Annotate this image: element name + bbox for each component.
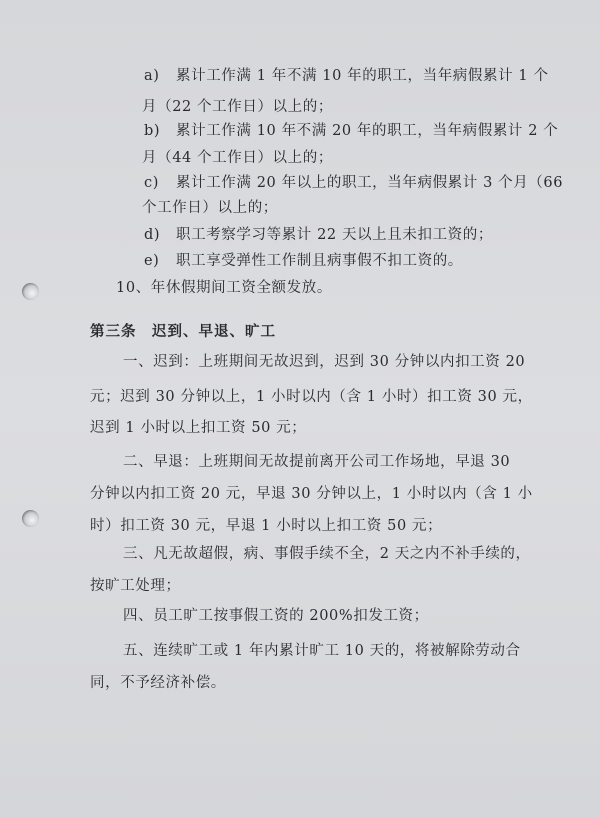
para-1-line-3: 迟到 1 小时以上扣工资 50 元； [90, 420, 307, 436]
item-c-marker: c) [144, 175, 159, 191]
para-3-line-1: 三、凡无故超假，病、事假手续不全，2 天之内不补手续的， [123, 546, 531, 562]
para-2-line-1: 二、早退：上班期间无故提前离开公司工作场地，早退 30 [123, 454, 511, 470]
punch-hole-bottom [22, 510, 39, 527]
item-d-text: 职工考察学习等累计 22 天以上且未扣工资的； [176, 227, 493, 243]
item-a-marker: a) [144, 68, 160, 84]
item-d-marker: d) [144, 227, 161, 243]
para-2-line-3: 时）扣工资 30 元，早退 1 小时以上扣工资 50 元； [90, 518, 443, 534]
item-10-text: 10、年休假期间工资全额发放。 [116, 280, 332, 296]
para-2-line-2: 分钟以内扣工资 20 元，早退 30 分钟以上，1 小时以内（含 1 小 [90, 486, 533, 502]
para-5-line-2: 同，不予经济补偿。 [90, 675, 226, 691]
item-c-text: 累计工作满 20 年以上的职工，当年病假累计 3 个月（66 [176, 175, 564, 191]
item-a-text: 累计工作满 1 年不满 10 年的职工，当年病假累计 1 个 [176, 68, 549, 84]
item-b-text: 累计工作满 10 年不满 20 年的职工，当年病假累计 2 个 [176, 123, 559, 139]
item-e-marker: e) [144, 253, 160, 269]
item-e-text: 职工享受弹性工作制且病事假不扣工资的。 [176, 253, 463, 269]
item-b-marker: b) [144, 123, 161, 139]
para-5-line-1: 五、连续旷工或 1 年内累计旷工 10 天的，将被解除劳动合 [123, 643, 521, 659]
section-heading: 第三条 迟到、早退、旷工 [90, 323, 276, 340]
para-1-line-1: 一、迟到：上班期间无故迟到，迟到 30 分钟以内扣工资 20 [123, 354, 526, 370]
item-c-text-cont: 个工作日）以上的； [142, 200, 278, 216]
item-a-text-cont: 月（22 个工作日）以上的； [142, 99, 333, 115]
punch-hole-top [22, 283, 39, 300]
item-b-text-cont: 月（44 个工作日）以上的； [142, 150, 333, 166]
para-3-line-2: 按旷工处理； [90, 578, 181, 594]
para-1-line-2: 元；迟到 30 分钟以上，1 小时以内（含 1 小时）扣工资 30 元， [90, 389, 533, 405]
para-4-line-1: 四、员工旷工按事假工资的 200%扣发工资； [123, 608, 429, 624]
